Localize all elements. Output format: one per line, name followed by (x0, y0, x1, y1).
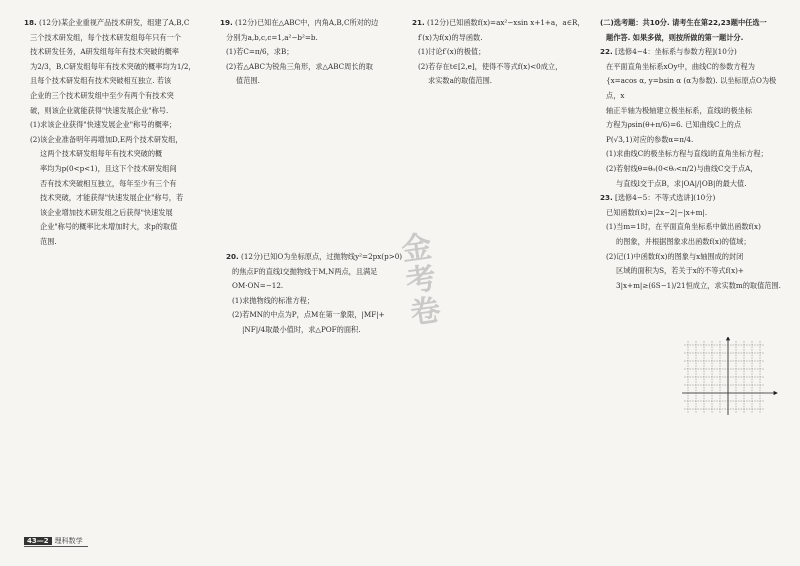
question-number: 21. (412, 18, 425, 27)
question-text: 企业的三个技术研发组中至少有两个有技术突 (30, 90, 174, 100)
question-20 (226, 250, 411, 338)
question-text: 分别为a,b,c,c=1,a²−b²=b. (226, 32, 318, 42)
question-text: 轴正半轴为极轴建立极坐标系，直线l的极坐标 (606, 105, 753, 115)
question-text: P(√3,1)对应的参数α=π/4. (606, 134, 694, 144)
question-text: 范围. (40, 236, 57, 246)
question-text: OM·ON=−12. (232, 281, 284, 291)
sub-question: (1)求抛物线的标准方程； (232, 295, 315, 305)
question-text: 这两个技术研发组每年有技术突破的概 (40, 149, 163, 159)
question-text: 3|x+m|≥(6S−1)/21恒成立，求实数m的取值范围. (616, 280, 781, 290)
question-text: |NF|/4取最小值时，求△POF的面积. (242, 324, 361, 334)
question-21 (412, 16, 594, 89)
sub-question: (1)若C=π/6，求B； (226, 47, 294, 57)
sub-question: (2)若射线θ=θ₀(0<θ₀<π/2)与曲线C交于点A， (606, 163, 758, 173)
sub-question: (1)求该企业获得"快速发展企业"称号的概率； (30, 120, 177, 130)
sub-question: (2)若存在t∈[2,e]，使得不等式f(x)<0成立， (418, 61, 563, 71)
question-18 (24, 16, 214, 250)
question-19 (220, 16, 406, 89)
question-text: 该企业增加技术研发组之后获得"快速发展 (40, 207, 173, 217)
subject-label: 理科数学 (54, 537, 83, 545)
question-text: 为2/3，B,C研发组每年有技术突破的概率均为1/2， (30, 61, 196, 71)
sub-question: (2)若△ABC为锐角三角形，求△ABC周长的取 (226, 61, 373, 71)
question-text: 区域的面积为S，若关于x的不等式f(x)+ (616, 266, 744, 276)
sub-question: (2)记(1)中函数f(x)的图象与x轴围成的封闭 (606, 251, 744, 261)
question-number: 20. (226, 252, 239, 261)
page-number: 43—2 (24, 537, 52, 545)
question-text: 率均为p(0<p<1)，且这下个技术研发组间 (40, 163, 177, 173)
question-text: (12分)已知函数f(x)=ax²−xsin x+1+a，a∈R， (427, 18, 585, 27)
question-text: [选修4−5：不等式选讲](10分) (615, 193, 716, 203)
question-text: 值范围. (236, 76, 260, 86)
question-text: 企业"称号的概率比未增加时大，求p的取值 (40, 222, 178, 232)
watermark-stamp: 金考卷 (393, 229, 442, 330)
question-number: 22. (600, 47, 613, 57)
question-number: 19. (220, 18, 233, 27)
question-text: 在平面直角坐标系xOy中，曲线C的参数方程为 (606, 61, 755, 71)
question-text: 求实数a的取值范围. (428, 76, 493, 86)
question-text: 否有技术突破相互独立，每年至少有三个有 (40, 178, 177, 188)
page-footer (24, 536, 83, 546)
sub-question: (2)若MN的中点为P，点M在第一象限，|MF|+ (232, 310, 385, 320)
section-note: (二)选考题：共10分. 请考生在第22,23题中任选一 (600, 18, 767, 27)
question-text: 的焦点F的直线l交抛物线于M,N两点，且满足 (232, 266, 378, 276)
question-text: 方程为ρsin(θ+π/6)=6. 已知曲线C上的点 (606, 120, 742, 130)
sub-question: (1)讨论f′(x)的极值； (418, 47, 486, 57)
question-text: 破，则该企业就能获得"快速发展企业"称号. (30, 105, 169, 115)
question-text: f′(x)为f(x)的导函数. (418, 32, 483, 42)
sub-question: (1)求曲线C的极坐标方程与直线l的直角坐标方程； (606, 149, 768, 159)
question-number: 18. (24, 18, 37, 27)
question-number: 23. (600, 193, 613, 203)
question-text: {x=acos α, y=bsin α (α为参数). 以坐标原点O为极点，x (606, 76, 777, 100)
question-text: (12分)已知O为坐标原点，过抛物线y²=2px(p>0) (241, 252, 403, 261)
question-text: 技术研发任务，A研发组每年有技术突破的概率 (30, 47, 179, 57)
sub-question: (1)当m=1时，在平面直角坐标系中做出函数f(x) (606, 222, 761, 232)
question-text: 已知函数f(x)=|2x−2|−|x+m|. (606, 207, 708, 217)
question-text: 的图象，并根据图象求出函数f(x)的值域； (616, 236, 751, 246)
question-text: [选修4−4：坐标系与参数方程](10分) (615, 47, 737, 57)
question-text: 三个技术研发组，每个技术研发组每年只有一个 (30, 32, 181, 42)
question-text: (12分)某企业重视产品技术研发，组建了A,B,C (39, 18, 190, 27)
grid-figure (680, 337, 780, 417)
coordinate-grid (680, 337, 780, 417)
section-note: 题作答. 如果多做，则按所做的第一题计分. (606, 32, 744, 42)
question-text: 与直线l交于点B，求|OA|/|OB|的最大值. (616, 178, 747, 188)
question-text: (12分)已知在△ABC中，内角A,B,C所对的边 (235, 18, 379, 27)
sub-question: (2)该企业准备明年再增加D,E两个技术研发组， (30, 134, 183, 144)
question-text: 且每个技术研发组有技术突破相互独立. 若该 (30, 76, 172, 86)
footer-rule (24, 546, 88, 547)
question-text: 技术突破，才能获得"快速发展企业"称号，若 (40, 193, 184, 203)
optional-questions (600, 16, 786, 293)
